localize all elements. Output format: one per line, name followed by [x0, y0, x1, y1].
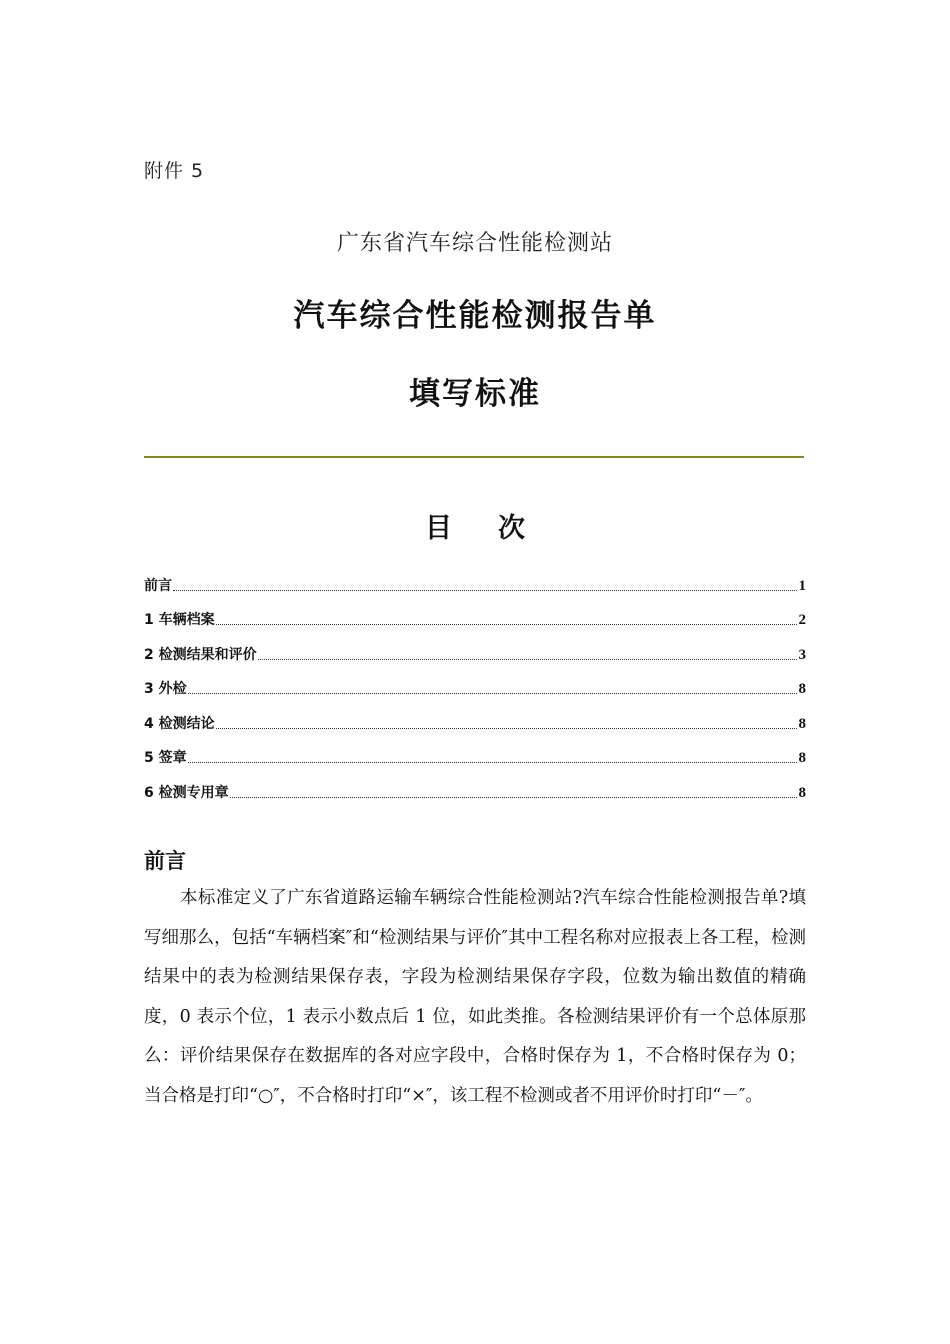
toc-entry[interactable] — [144, 767, 806, 802]
toc-leader-dots — [188, 692, 797, 694]
toc-heading-left: 目 — [425, 513, 452, 544]
toc-entry-page: 8 — [798, 750, 806, 766]
document-title: 汽车综合性能检测报告单 — [293, 298, 657, 334]
toc-entry-label: 2 检测结果和评价 — [144, 646, 257, 663]
toc-entry-page: 2 — [798, 612, 806, 628]
toc-entry-page: 8 — [798, 715, 806, 732]
toc-leader-dots — [173, 589, 797, 591]
toc-heading-right: 次 — [498, 513, 525, 544]
toc-leader-dots — [216, 727, 797, 729]
toc-entry-label: 5 签章 — [144, 750, 187, 766]
toc-entry[interactable] — [144, 560, 806, 595]
toc-heading — [0, 506, 950, 545]
attachment-label: 附件 5 — [144, 160, 205, 182]
toc-entry[interactable] — [144, 629, 806, 664]
document-subtitle: 填写标准 — [409, 376, 541, 412]
toc-leader-dots — [258, 658, 797, 660]
toc-entry-page: 3 — [798, 646, 806, 663]
toc-entry-label: 3 外检 — [144, 681, 187, 697]
toc-entry[interactable] — [144, 733, 806, 768]
table-of-contents — [144, 560, 806, 802]
toc-entry-page: 8 — [798, 784, 806, 801]
toc-entry[interactable] — [144, 664, 806, 699]
toc-entry-page: 8 — [798, 681, 806, 697]
title-divider — [144, 456, 804, 458]
toc-entry-label: 前言 — [144, 577, 172, 594]
toc-entry-label: 1 车辆档案 — [144, 612, 215, 628]
toc-leader-dots — [230, 796, 797, 798]
toc-entry-label: 6 检测专用章 — [144, 784, 229, 801]
foreword-paragraph: 本标准定义了广东省道路运输车辆综合性能检测站?汽车综合性能检测报告单?填写细那么，包括“车辆档案″和“检测结果与评价″其中工程名称对应报表上各工程，检测结果中的表为检测结果保存表，字段为检测结果保存字段，位数为输出数值的精确度，0 表示个位，1 表示小数点后 1 位，如此类推。各检测结果评价有一个总体原那么：评价结果保存在数据库的各对应字段中，合格时保存为 1，不合格时保存为 0；当合格是打印“○″，不合格时打印“×″，该工程不检测或者不用评价时打印“－″。 — [144, 888, 806, 1106]
toc-entry-label: 4 检测结论 — [144, 715, 215, 732]
toc-entry[interactable] — [144, 595, 806, 630]
station-name: 广东省汽车综合性能检测站 — [336, 231, 613, 256]
toc-leader-dots — [188, 761, 797, 763]
toc-entry[interactable] — [144, 698, 806, 733]
toc-entry-page: 1 — [798, 577, 806, 594]
toc-leader-dots — [216, 623, 797, 625]
foreword-heading: 前言 — [144, 849, 186, 873]
